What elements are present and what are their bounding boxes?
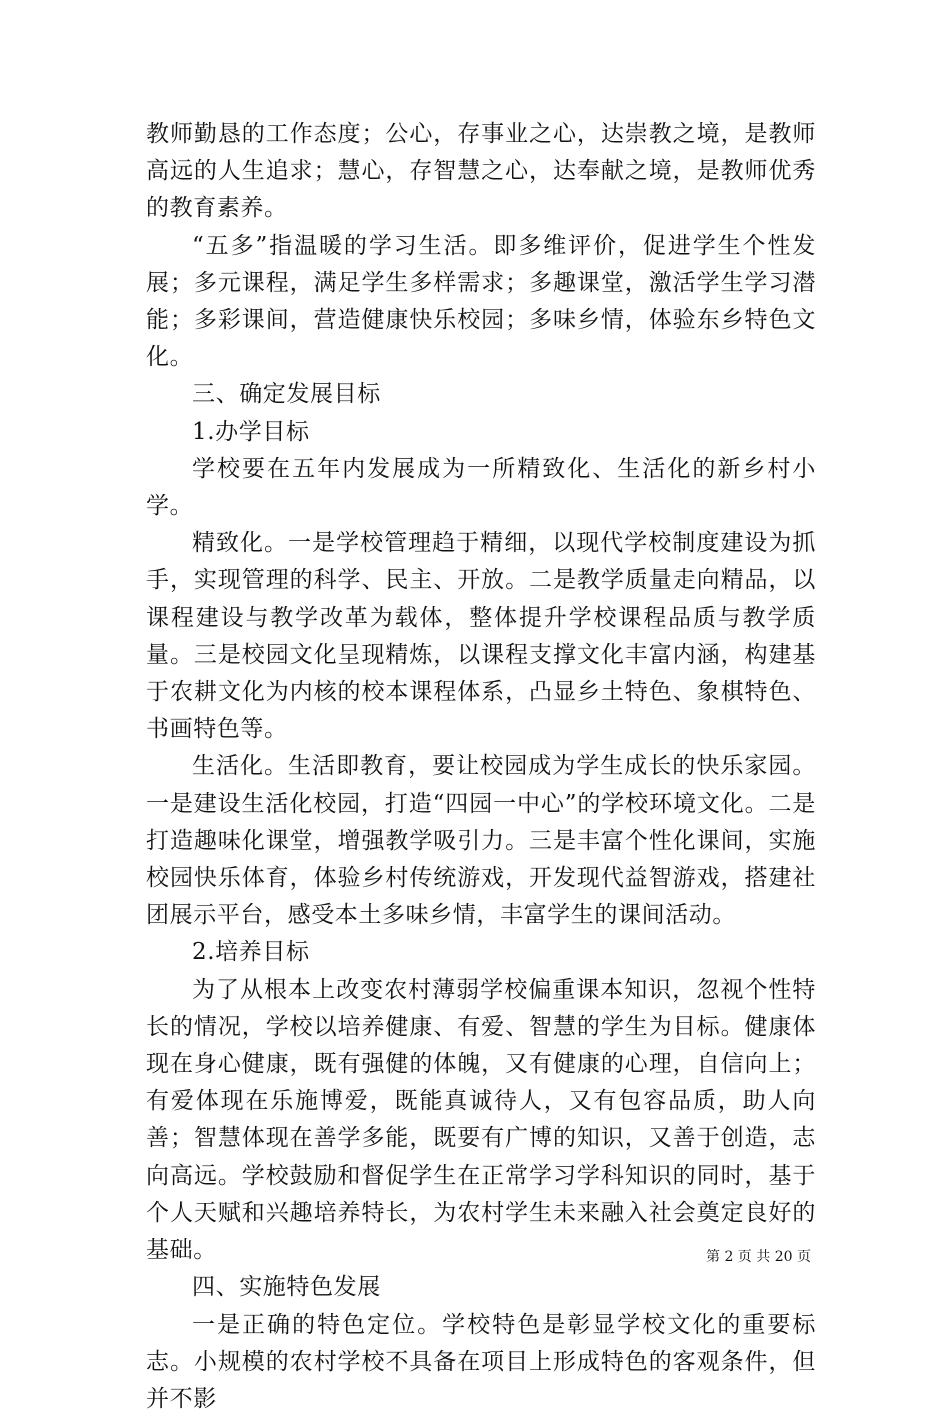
paragraph-refinement: 精致化。一是学校管理趋于精细，以现代学校制度建设为抓手，实现管理的科学、民主、开放。二是教学质量走向精品，以课程建设与教学改革为载体，整体提升学校课程品质与教学质量。三是校园文化呈现精炼，以课程支撑文化丰富内涵，构建基于农耕文化为内核的校本课程体系，凸显乡土特色、象棋特色、书画特色等。: [146, 525, 816, 748]
document-body: [146, 116, 816, 1418]
section-heading-features: 四、实施特色发展: [146, 1269, 816, 1306]
page-number: 第 2 页 共 20 页: [706, 1246, 811, 1266]
paragraph-school-goal: 学校要在五年内发展成为一所精致化、生活化的新乡村小学。: [146, 451, 816, 525]
paragraph-training-goal: 为了从根本上改变农村薄弱学校偏重课本知识，忽视个性特长的情况，学校以培养健康、有爱、智慧的学生为目标。健康体现在身心健康，既有强健的体魄，又有健康的心理，自信向上；有爱体现在乐施博爱，既能真诚待人，又有包容品质，助人向善；智慧体现在善学多能，既要有广博的知识，又善于创造，志向高远。学校鼓励和督促学生在正常学习学科知识的同时，基于个人天赋和兴趣培养特长，为农村学生未来融入社会奠定良好的基础。: [146, 972, 816, 1270]
paragraph-feature-positioning: 一是正确的特色定位。学校特色是彰显学校文化的重要标志。小规模的农村学校不具备在项目上形成特色的客观条件，但并不影: [146, 1307, 816, 1418]
subheading-school-goal: 1.办学目标: [146, 414, 816, 451]
paragraph-wuduo: “五多”指温暖的学习生活。即多维评价，促进学生个性发展；多元课程，满足学生多样需求；多趣课堂，激活学生学习潜能；多彩课间，营造健康快乐校园；多味乡情，体验东乡特色文化。: [146, 228, 816, 377]
paragraph-life-oriented: 生活化。生活即教育，要让校园成为学生成长的快乐家园。一是建设生活化校园，打造“四园一中心”的学校环境文化。二是打造趣味化课堂，增强教学吸引力。三是丰富个性化课间，实施校园快乐体育，体验乡村传统游戏，开发现代益智游戏，搭建社团展示平台，感受本土多味乡情，丰富学生的课间活动。: [146, 748, 816, 934]
paragraph-continuation: 教师勤恳的工作态度；公心，存事业之心，达崇教之境，是教师高远的人生追求；慧心，存智慧之心，达奉献之境，是教师优秀的教育素养。: [146, 116, 816, 228]
section-heading-goals: 三、确定发展目标: [146, 376, 816, 413]
subheading-training-goal: 2.培养目标: [146, 934, 816, 971]
